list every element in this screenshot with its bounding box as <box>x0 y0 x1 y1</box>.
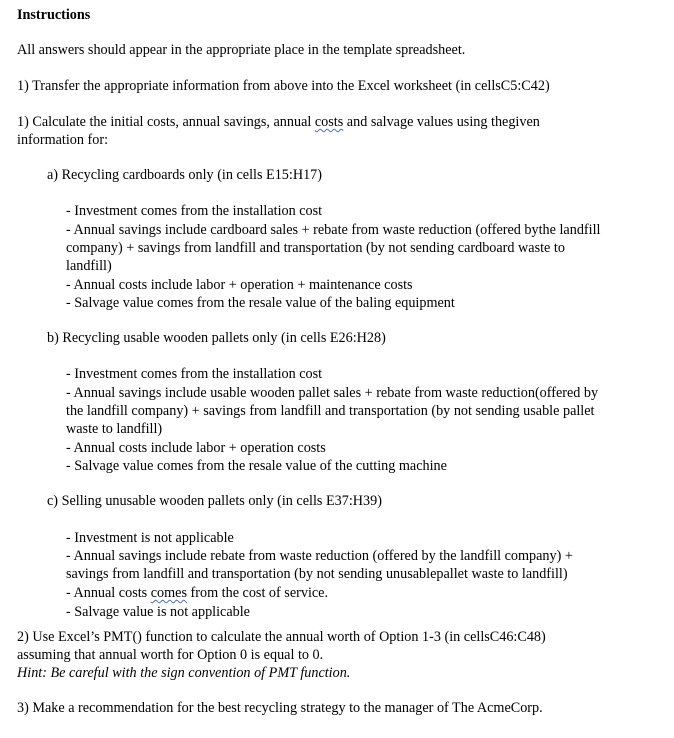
step-2-hint: Hint: Be careful with the sign convention of PMT function. <box>17 665 351 681</box>
section-a-title: a) Recycling cardboards only (in cells E15:H17) <box>47 167 322 183</box>
step-1-transfer: 1) Transfer the appropriate information from above into the Excel worksheet (in cellsC5:C42) <box>17 78 550 94</box>
section-c-salvage: - Salvage value is not applicable <box>66 604 250 620</box>
step-1-calculate-line2: information for: <box>17 132 109 148</box>
section-b-line: waste to landfill) <box>66 421 163 437</box>
section-b-line: - Annual costs include labor + operation costs <box>66 440 326 456</box>
spelling-underline-costs: costs <box>314 114 344 130</box>
step-2-pmt: 2) Use Excel’s PMT() function to calculate the annual worth of Option 1-3 (in cellsC46:C48) <box>17 629 546 645</box>
section-a-line: - Annual costs include labor + operation + maintenance costs <box>66 277 413 293</box>
section-c-costs: - Annual costs comes from the cost of service. <box>66 585 329 601</box>
step-3-recommendation: 3) Make a recommendation for the best recycling strategy to the manager of The AcmeCorp. <box>17 700 543 716</box>
intro-text: All answers should appear in the appropriate place in the template spreadsheet. <box>17 42 466 58</box>
section-c-line: savings from landfill and transportation (by not sending unusablepallet waste to landfill) <box>66 566 568 582</box>
section-b-line: the landfill company) + savings from landfill and transportation (by not sending usable pallet <box>66 403 595 419</box>
instructions-heading: Instructions <box>17 7 91 23</box>
section-a-line: landfill) <box>66 258 112 274</box>
section-b-line: - Investment comes from the installation cost <box>66 366 323 382</box>
section-a-line: - Salvage value comes from the resale value of the baling equipment <box>66 295 455 311</box>
section-c-line: - Annual savings include rebate from waste reduction (offered by the landfill company) + <box>66 548 573 564</box>
section-b-title: b) Recycling usable wooden pallets only (in cells E26:H28) <box>47 330 386 346</box>
section-a-line: - Investment comes from the installation cost <box>66 203 323 219</box>
section-a-line: - Annual savings include cardboard sales + rebate from waste reduction (offered bythe landfill <box>66 222 601 238</box>
section-c-line: - Investment is not applicable <box>66 530 234 546</box>
section-a-line: company) + savings from landfill and transportation (by not sending cardboard waste to <box>66 240 565 256</box>
step-2-pmt-line2: assuming that annual worth for Option 0 is equal to 0. <box>17 647 324 663</box>
section-c-title: c) Selling unusable wooden pallets only (in cells E37:H39) <box>47 493 382 509</box>
section-b-line: - Annual savings include usable wooden pallet sales + rebate from waste reduction(offered by <box>66 385 599 401</box>
section-b-line: - Salvage value comes from the resale value of the cutting machine <box>66 458 447 474</box>
step-1-calculate: 1) Calculate the initial costs, annual savings, annual costs and salvage values using thegiven <box>17 114 540 130</box>
spelling-underline-comes: comes <box>150 585 187 601</box>
